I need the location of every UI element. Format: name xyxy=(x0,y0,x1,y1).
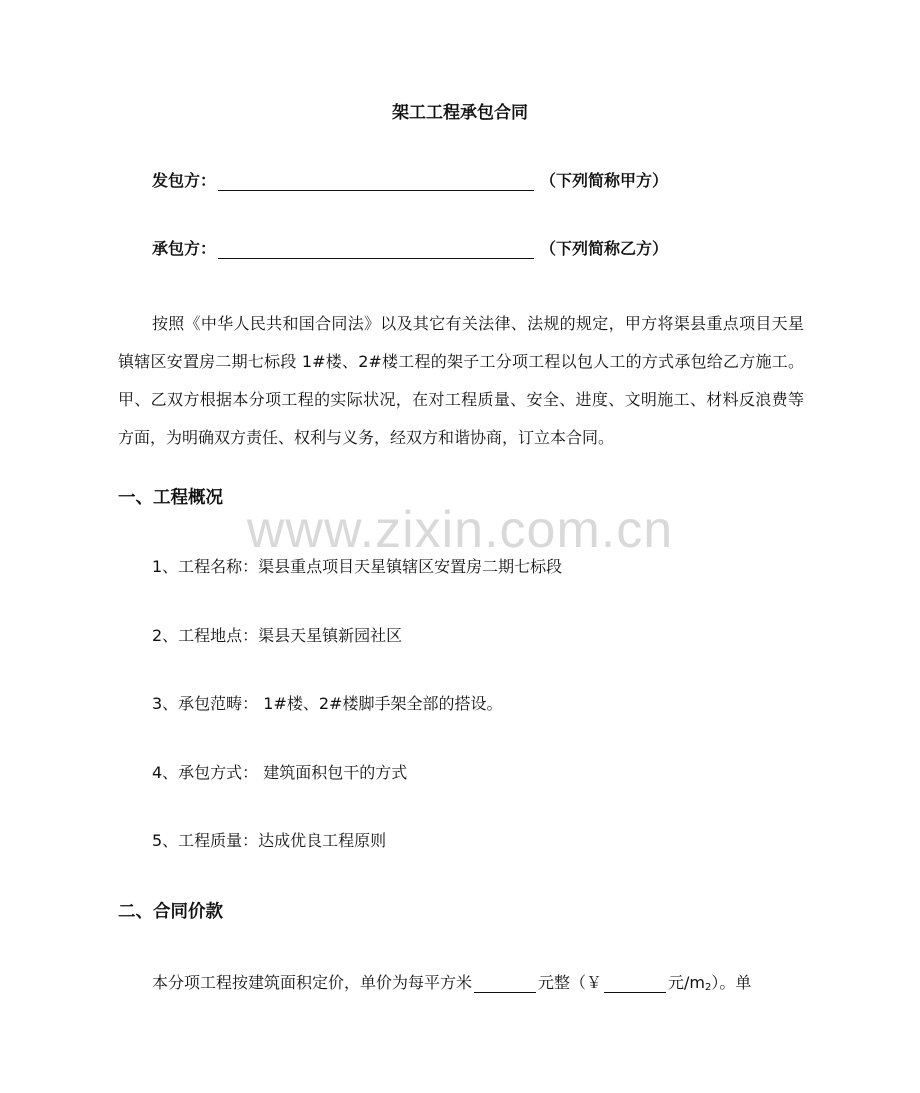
employer-label: 发包方： xyxy=(152,171,217,190)
section-heading-price: 二、合同价款 xyxy=(118,902,223,922)
price-blank-2 xyxy=(604,974,666,993)
price-line xyxy=(152,970,751,993)
section-heading-overview: 一、工程概况 xyxy=(118,488,223,508)
overview-item-quality: 5、工程质量：达成优良工程原则 xyxy=(152,831,387,850)
price-text-2: 元整（￥ xyxy=(538,973,603,992)
overview-item-method: 4、承包方式： 建筑面积包干的方式 xyxy=(152,763,408,782)
contractor-blank xyxy=(218,240,534,259)
watermark: www.zixin.com.cn xyxy=(246,501,674,559)
intro-paragraph: 按照《中华人民共和国合同法》以及其它有关法律、法规的规定，甲方将渠县重点项目天星镇辖区安置房二期七标段 1#楼、2#楼工程的架子工分项工程以包人工的方式承包给乙方施工。甲、乙双方根据本分项工程的实际状况，在对工程质量、安全、进度、文明施工、材料反浪费等方面，为明确双方责任、权利与义务，经双方和谐协商，订立本合同。 xyxy=(118,314,804,447)
price-text-4: ）。单 xyxy=(711,973,752,992)
contractor-suffix: （下列简称乙方） xyxy=(540,239,669,258)
overview-item-scope: 3、承包范畴： 1#楼、2#楼脚手架全部的搭设。 xyxy=(152,694,503,713)
overview-item-location: 2、工程地点：渠县天星镇新园社区 xyxy=(152,626,403,645)
price-text-1: 本分项工程按建筑面积定价，单价为每平方米 xyxy=(152,973,473,992)
price-blank-1 xyxy=(474,974,536,993)
contractor-label: 承包方： xyxy=(152,239,217,258)
overview-item-name: 1、工程名称：渠县重点项目天星镇辖区安置房二期七标段 xyxy=(152,557,563,576)
price-text-3: 元/m xyxy=(668,973,706,992)
employer-line xyxy=(152,168,668,191)
employer-blank xyxy=(218,172,534,191)
employer-suffix: （下列简称甲方） xyxy=(540,171,669,190)
price-superscript: 2 xyxy=(705,982,712,993)
contractor-line xyxy=(152,236,668,259)
document-title: 架工工程承包合同 xyxy=(392,103,528,123)
